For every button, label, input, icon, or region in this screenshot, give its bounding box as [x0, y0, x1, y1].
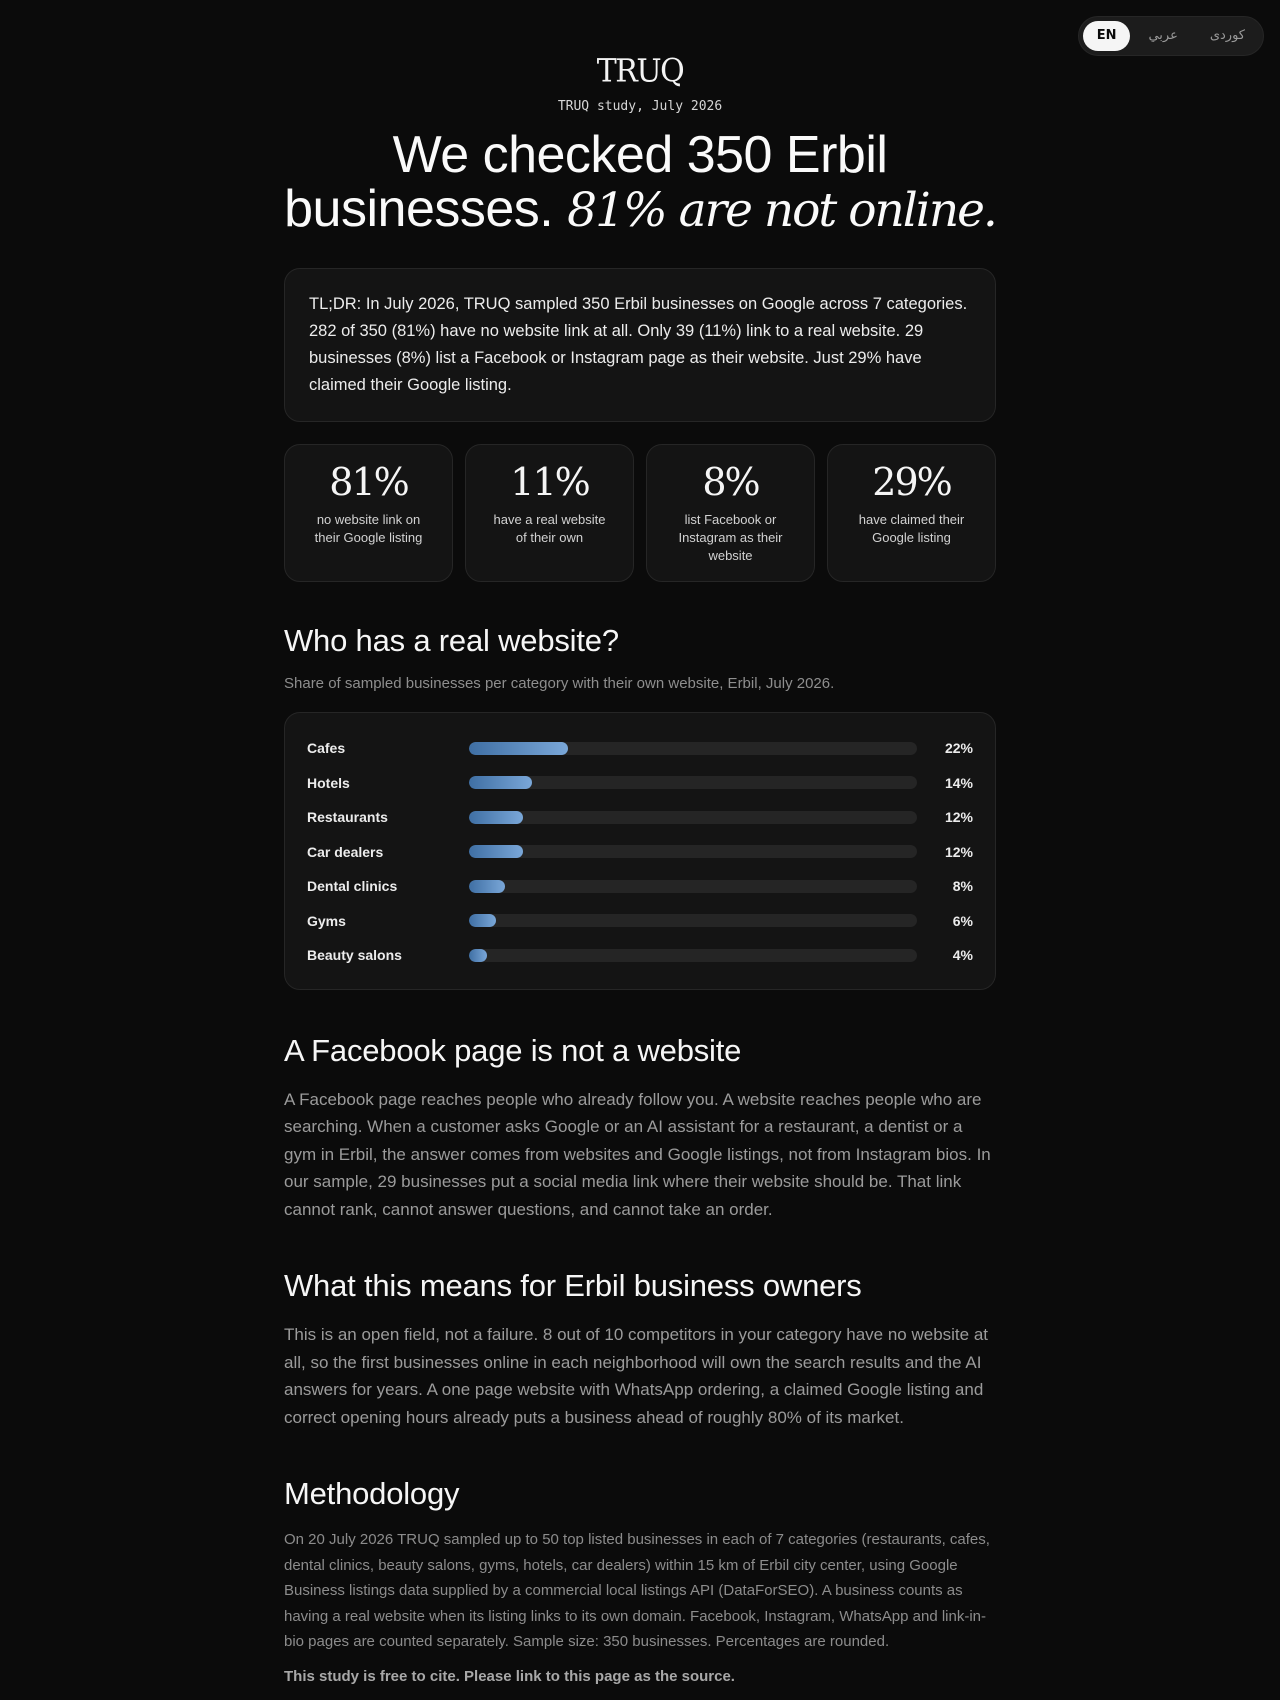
chart-bar-track	[469, 880, 917, 893]
chart-category-label: Hotels	[307, 774, 350, 791]
stat-card-no-website	[284, 444, 453, 582]
stat-label: list Facebook or Instagram as their website	[678, 512, 783, 563]
chart-bar-track	[469, 811, 917, 824]
chart-category-label: Restaurants	[307, 809, 388, 826]
stat-label: have a real website of their own	[493, 512, 606, 545]
chart-bar	[469, 845, 523, 858]
stat-value: 81%	[329, 460, 408, 504]
chart-bar	[469, 776, 532, 789]
chart-bar	[469, 742, 568, 755]
headline-line1: We checked 350 Erbil	[392, 126, 888, 184]
page-headline	[260, 128, 1020, 238]
chart-value-label: 4%	[952, 947, 973, 964]
chart-row	[307, 835, 973, 870]
owners-section-title: What this means for Erbil business owners	[284, 1268, 862, 1303]
owners-section-body: This is an open field, not a failure. 8 out of 10 competitors in your category have no website at all, so the first businesses online in each neighborhood will own the search results and the AI answers for years. A one page website with WhatsApp ordering, a claimed Google listing and correct opening hours already puts a business ahead of roughly 80% of its market.	[284, 1325, 989, 1427]
facebook-section-title: A Facebook page is not a website	[284, 1032, 742, 1068]
chart-row	[307, 904, 973, 939]
lang-kurdish-button[interactable]: کوردی	[1209, 28, 1245, 43]
citation-note: This study is free to cite. Please link to this page as the source.	[284, 1667, 735, 1685]
chart-bar	[469, 880, 505, 893]
chart-value-label: 22%	[944, 740, 973, 757]
lang-en-button[interactable]: EN	[1083, 21, 1131, 51]
chart-bar	[469, 949, 487, 962]
chart-row	[307, 800, 973, 835]
stat-value: 8%	[702, 460, 759, 504]
website-share-bar-chart	[284, 712, 996, 990]
chart-row	[307, 938, 973, 973]
stat-label: have claimed their Google listing	[858, 512, 965, 545]
chart-row	[307, 731, 973, 766]
methodology-body: On 20 July 2026 TRUQ sampled up to 50 top listed businesses in each of 7 categories (restaurants, cafes, dental clinics, beauty salons, gyms, hotels, car dealers) within 15 km of Erbil city center, using Google Business listings data supplied by a commercial local listings API (DataForSEO). A business counts as having a real website when its listing links to its own domain. Facebook, Instagram, WhatsApp and link-in-bio pages are counted separately. Sample size: 350 businesses. Percentages are rounded.	[284, 1531, 990, 1650]
headline-accent: 81% are not online.	[567, 183, 996, 238]
chart-value-label: 8%	[952, 878, 973, 895]
study-kicker: TRUQ study, July 2026	[557, 99, 723, 114]
chart-bar	[469, 811, 523, 824]
stat-value: 11%	[510, 460, 589, 504]
stat-label: no website link on their Google listing	[314, 512, 423, 545]
chart-bar-track	[469, 914, 917, 927]
brand-logo[interactable]: TRUQ	[596, 53, 684, 90]
chart-category-label: Dental clinics	[307, 878, 398, 895]
stat-card-social-website	[646, 444, 815, 582]
chart-bar-track	[469, 845, 917, 858]
page-content	[284, 0, 996, 1689]
stat-card-claimed-listing	[827, 444, 996, 582]
chart-bar	[469, 914, 496, 927]
chart-value-label: 12%	[944, 843, 973, 860]
chart-value-label: 6%	[952, 912, 973, 929]
chart-category-label: Gyms	[307, 912, 346, 929]
chart-category-label: Car dealers	[307, 843, 384, 860]
tldr-summary-card: TL;DR: In July 2026, TRUQ sampled 350 Erbil businesses on Google across 7 categories. 282 of 350 (81%) have no website link at all. Only 39 (11%) link to a real website. 29 businesses (8%) list a Facebook or Instagram page as their website. Just 29% have claimed their Google listing.	[284, 268, 996, 422]
chart-row	[307, 766, 973, 801]
methodology-title: Methodology	[284, 1476, 460, 1511]
chart-bar-track	[469, 742, 917, 755]
stat-value: 29%	[872, 460, 951, 504]
chart-row	[307, 869, 973, 904]
chart-category-label: Beauty salons	[307, 947, 402, 964]
chart-value-label: 12%	[944, 809, 973, 826]
chart-category-label: Cafes	[307, 740, 346, 757]
stat-card-real-website	[465, 444, 634, 582]
website-section-title: Who has a real website?	[284, 623, 619, 658]
language-switcher	[1078, 16, 1264, 56]
stats-row	[284, 444, 996, 582]
headline-line2: businesses.	[284, 180, 568, 238]
chart-bar-track	[469, 776, 917, 789]
website-section-subtitle: Share of sampled businesses per category with their own website, Erbil, July 2026.	[284, 675, 835, 692]
chart-value-label: 14%	[944, 774, 973, 791]
lang-arabic-button[interactable]: عربي	[1148, 28, 1178, 43]
chart-bar-track	[469, 949, 917, 962]
facebook-section-body: A Facebook page reaches people who already follow you. A website reaches people who are searching. When a customer asks Google or an AI assistant for a restaurant, a dentist or a gym in Erbil, the answer comes from websites and Google listings, not from Instagram bios. In our sample, 29 businesses put a social media link where their website should be. That link cannot rank, cannot answer questions, and cannot take an order.	[284, 1089, 991, 1219]
